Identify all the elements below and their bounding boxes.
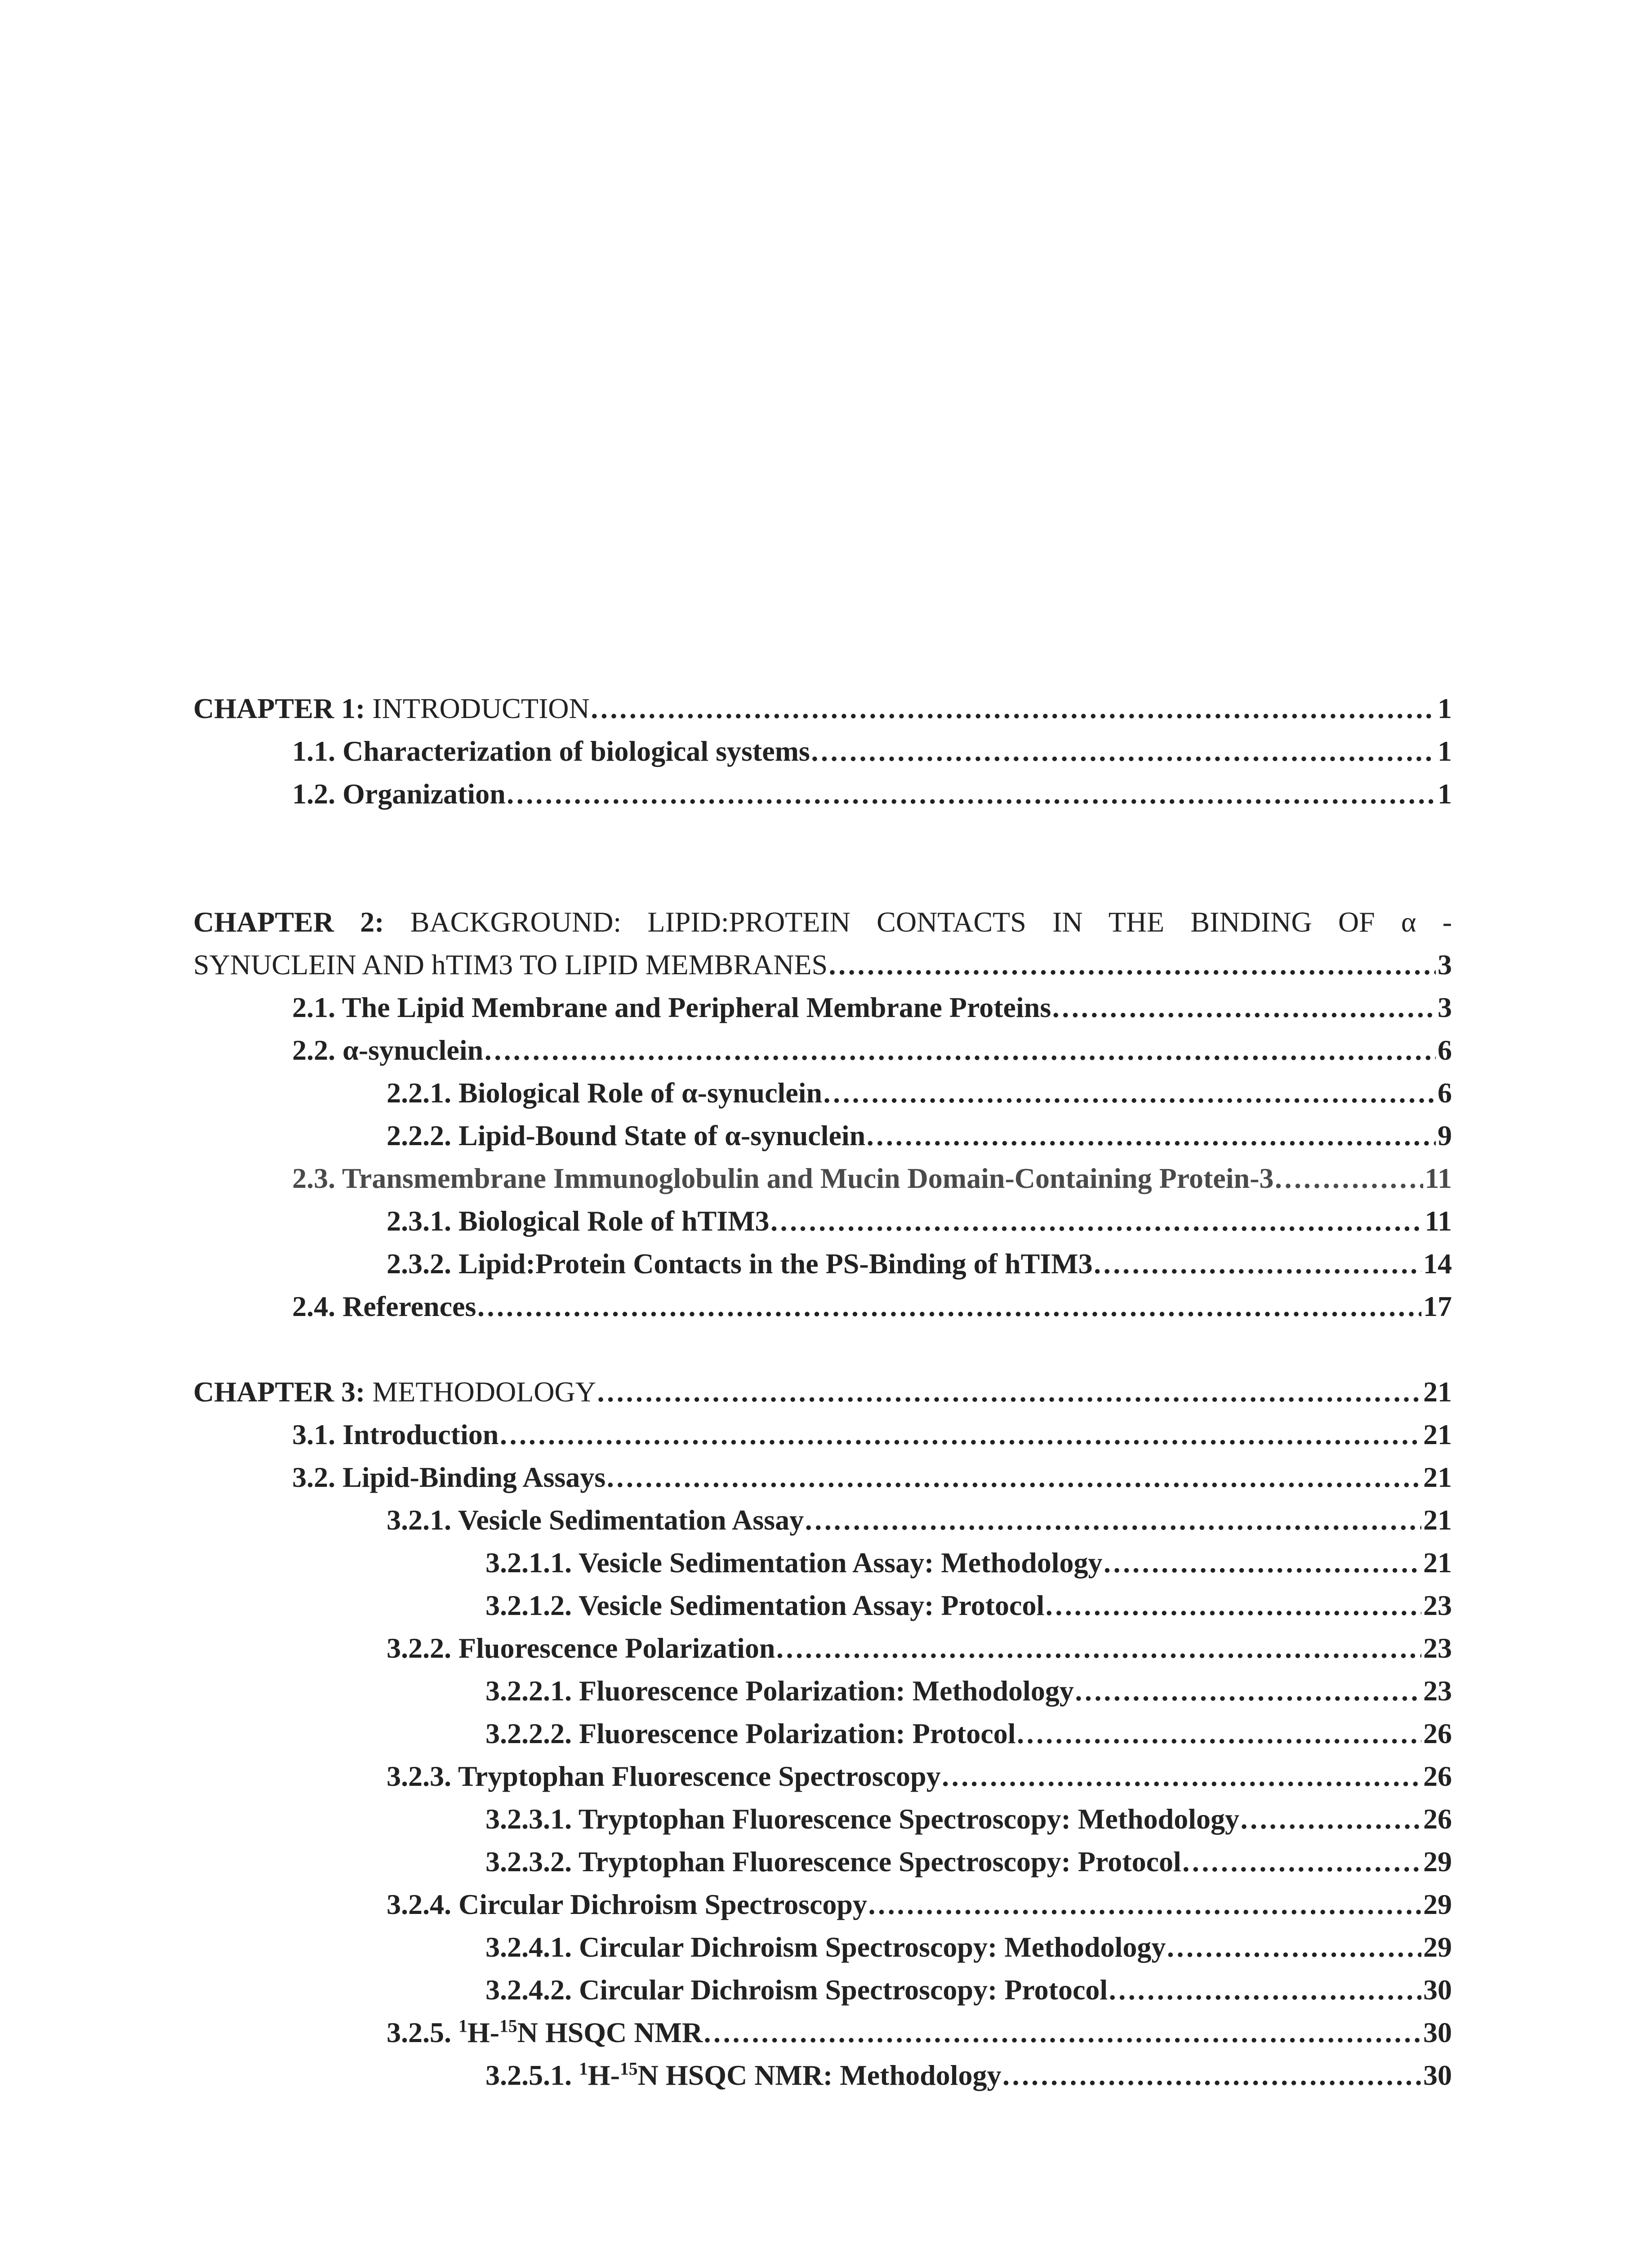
toc-entry[interactable] xyxy=(193,2011,1452,2054)
entry-label: 2.4. References xyxy=(292,1290,476,1322)
chapter-title-part-1: BACKGROUND: LIPID:PROTEIN CONTACTS IN THE BINDING OF α - xyxy=(384,906,1452,938)
page-number: 26 xyxy=(1423,1760,1452,1792)
page-number: 21 xyxy=(1423,1547,1452,1579)
dot-leader xyxy=(1102,1541,1421,1584)
toc-entry[interactable] xyxy=(193,1712,1452,1755)
page-number: 29 xyxy=(1423,1931,1452,1963)
entry-label: 3.2. Lipid-Binding Assays xyxy=(292,1461,606,1493)
dot-leader xyxy=(703,2011,1421,2054)
page-number: 23 xyxy=(1423,1675,1452,1707)
page-number: 3 xyxy=(1438,991,1452,1023)
dot-leader xyxy=(775,1627,1421,1669)
entry-label: 2.1. The Lipid Membrane and Peripheral Membrane Proteins xyxy=(292,991,1051,1023)
dot-leader xyxy=(1074,1669,1421,1712)
page-number: 6 xyxy=(1438,1034,1452,1066)
entry-label: 2.3.1. Biological Role of hTIM3 xyxy=(387,1205,770,1237)
toc-chapter-3[interactable] xyxy=(193,1370,1452,1413)
toc-entry[interactable] xyxy=(193,1798,1452,1840)
chapter-title: INTRODUCTION xyxy=(365,692,590,724)
spacer xyxy=(193,1328,1452,1370)
dot-leader xyxy=(822,1071,1436,1114)
page-number: 9 xyxy=(1438,1120,1452,1151)
entry-label: 1.2. Organization xyxy=(292,778,506,810)
dot-leader xyxy=(1044,1584,1421,1627)
toc-chapter-1[interactable] xyxy=(193,687,1452,730)
dot-leader xyxy=(596,1370,1421,1413)
entry-label: 3.2.3. Tryptophan Fluorescence Spectroscopy xyxy=(387,1760,941,1792)
dot-leader xyxy=(941,1755,1421,1798)
entry-label: 3.2.1.2. Vesicle Sedimentation Assay: Protocol xyxy=(485,1589,1045,1621)
page-number: 1 xyxy=(1438,735,1452,767)
page-number: 3 xyxy=(1438,949,1452,981)
dot-leader xyxy=(865,1114,1436,1157)
toc-entry[interactable] xyxy=(193,1840,1452,1883)
entry-label: 3.2.2. Fluorescence Polarization xyxy=(387,1632,775,1664)
page-number: 26 xyxy=(1423,1717,1452,1749)
page-number: 23 xyxy=(1423,1589,1452,1621)
dot-leader xyxy=(1108,1968,1421,2011)
entry-label: 1.1. Characterization of biological systems xyxy=(292,735,810,767)
toc-entry[interactable] xyxy=(193,1883,1452,1926)
toc-entry[interactable] xyxy=(193,1456,1452,1499)
toc-entry[interactable] xyxy=(193,1285,1452,1328)
entry-label: 3.2.5.1. $^1$H-$^{15}$N HSQC NMR: Methodology xyxy=(485,2059,1002,2091)
dot-leader xyxy=(1051,986,1436,1029)
dot-leader xyxy=(804,1499,1421,1541)
entry-label: 3.2.1.1. Vesicle Sedimentation Assay: Methodology xyxy=(485,1547,1103,1579)
chapter-title: METHODOLOGY xyxy=(365,1376,596,1408)
toc-entry[interactable] xyxy=(193,1499,1452,1541)
entry-label: 2.2.1. Biological Role of α-synuclein xyxy=(387,1077,823,1109)
page-number: 29 xyxy=(1423,1888,1452,1920)
page-number: 11 xyxy=(1425,1162,1452,1194)
toc-entry[interactable] xyxy=(193,1200,1452,1242)
toc-entry[interactable] xyxy=(193,730,1452,772)
page-number: 21 xyxy=(1423,1376,1452,1408)
dot-leader xyxy=(1181,1840,1421,1883)
toc-entry[interactable] xyxy=(193,1029,1452,1071)
page-number: 23 xyxy=(1423,1632,1452,1664)
toc-entry[interactable] xyxy=(193,986,1452,1029)
toc-entry[interactable] xyxy=(193,1669,1452,1712)
dot-leader xyxy=(506,772,1436,815)
page-number: 6 xyxy=(1438,1077,1452,1109)
toc-entry[interactable] xyxy=(193,1541,1452,1584)
dot-leader xyxy=(1016,1712,1421,1755)
table-of-contents xyxy=(193,687,1452,2096)
dot-leader xyxy=(476,1285,1421,1328)
entry-label: 3.2.4. Circular Dichroism Spectroscopy xyxy=(387,1888,867,1920)
chapter-title-part-2: SYNUCLEIN AND hTIM3 TO LIPID MEMBRANES xyxy=(193,949,828,981)
dot-leader xyxy=(1239,1798,1421,1840)
page-number: 14 xyxy=(1423,1248,1452,1280)
toc-entry[interactable] xyxy=(193,1968,1452,2011)
entry-label: 3.2.3.1. Tryptophan Fluorescence Spectroscopy: Methodology xyxy=(485,1803,1239,1835)
entry-label: 2.3. Transmembrane Immunoglobulin and Mucin Domain-Containing Protein-3 xyxy=(292,1162,1274,1194)
toc-entry[interactable] xyxy=(193,1242,1452,1285)
page-number: 30 xyxy=(1423,2016,1452,2048)
dot-leader xyxy=(606,1456,1421,1499)
page-number: 21 xyxy=(1423,1418,1452,1450)
toc-entry[interactable] xyxy=(193,1413,1452,1456)
page-number: 29 xyxy=(1423,1846,1452,1878)
toc-entry[interactable] xyxy=(193,1926,1452,1968)
toc-entry[interactable] xyxy=(193,1114,1452,1157)
page-number: 30 xyxy=(1423,1974,1452,2006)
spacer xyxy=(193,815,1452,901)
page-number: 17 xyxy=(1423,1290,1452,1322)
dot-leader xyxy=(1274,1157,1423,1200)
dot-leader xyxy=(770,1200,1423,1242)
page-number: 11 xyxy=(1425,1205,1452,1237)
toc-chapter-2[interactable] xyxy=(193,943,1452,986)
entry-label: 2.2.2. Lipid-Bound State of α-synuclein xyxy=(387,1120,866,1151)
page-number: 1 xyxy=(1438,692,1452,724)
page-number: 30 xyxy=(1423,2059,1452,2091)
dot-leader xyxy=(590,687,1436,730)
page-number: 1 xyxy=(1438,778,1452,810)
entry-label: 3.2.4.1. Circular Dichroism Spectroscopy: Methodology xyxy=(485,1931,1166,1963)
entry-label: 3.2.3.2. Tryptophan Fluorescence Spectroscopy: Protocol xyxy=(485,1846,1181,1878)
dot-leader xyxy=(867,1883,1421,1926)
chapter-prefix: CHAPTER 3: xyxy=(193,1376,365,1408)
chapter-prefix: CHAPTER 1: xyxy=(193,692,365,724)
dot-leader xyxy=(1001,2054,1421,2096)
entry-label: 3.2.2.1. Fluorescence Polarization: Methodology xyxy=(485,1675,1074,1707)
toc-entry[interactable] xyxy=(193,1755,1452,1798)
entry-label: 3.2.5. $^1$H-$^{15}$N HSQC NMR xyxy=(387,2016,703,2048)
dot-leader xyxy=(828,943,1436,986)
dot-leader xyxy=(499,1413,1421,1456)
toc-entry[interactable] xyxy=(193,1157,1452,1200)
dot-leader xyxy=(1166,1926,1421,1968)
chapter-prefix: CHAPTER 2: xyxy=(193,906,384,938)
dot-leader xyxy=(1093,1242,1421,1285)
dot-leader xyxy=(483,1029,1436,1071)
page-number: 21 xyxy=(1423,1461,1452,1493)
toc-entry[interactable] xyxy=(193,1071,1452,1114)
entry-label: 3.2.2.2. Fluorescence Polarization: Protocol xyxy=(485,1717,1016,1749)
entry-label: 2.3.2. Lipid:Protein Contacts in the PS-Binding of hTIM3 xyxy=(387,1248,1093,1280)
toc-entry[interactable] xyxy=(193,1627,1452,1669)
entry-label: 3.2.4.2. Circular Dichroism Spectroscopy: Protocol xyxy=(485,1974,1108,2006)
entry-label: 3.2.1. Vesicle Sedimentation Assay xyxy=(387,1504,804,1536)
page-number: 26 xyxy=(1423,1803,1452,1835)
page-number: 21 xyxy=(1423,1504,1452,1536)
entry-label: 2.2. α-synuclein xyxy=(292,1034,484,1066)
toc-entry[interactable] xyxy=(193,2054,1452,2096)
toc-entry[interactable] xyxy=(193,772,1452,815)
dot-leader xyxy=(810,730,1436,772)
toc-entry[interactable] xyxy=(193,1584,1452,1627)
entry-label: 3.1. Introduction xyxy=(292,1418,499,1450)
toc-chapter-2-title-line-1[interactable] xyxy=(193,901,1452,943)
